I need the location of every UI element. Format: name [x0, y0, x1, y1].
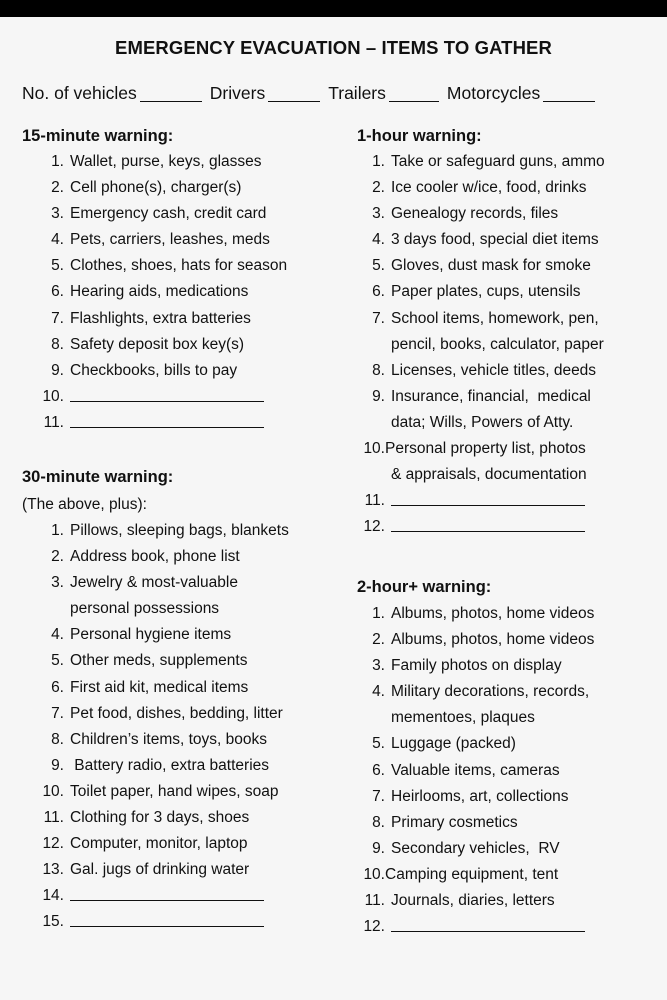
blank-line: [391, 516, 585, 532]
list-item: 6. Valuable items, cameras: [372, 761, 560, 779]
trailers-blank: [389, 87, 439, 102]
list-item: 1. Take or safeguard guns, ammo: [372, 153, 605, 170]
blank-list-item: 12.: [340, 514, 605, 540]
heading-30-minute: 30-minute warning:: [22, 468, 174, 486]
list-1-hour: [340, 149, 605, 540]
blank-list-item: 12.: [340, 914, 594, 940]
list-item: 8. Primary cosmetics: [372, 813, 518, 831]
list-item: 3. Emergency cash, credit card: [51, 205, 267, 223]
blank-line: [70, 885, 264, 901]
list-item: 4. 3 days food, special diet items: [372, 231, 599, 249]
motorcycles-blank: [543, 87, 595, 102]
blank-list-item: 10.: [22, 384, 287, 410]
list-item: 13. Gal. jugs of drinking water: [42, 861, 250, 879]
blank-list-item: 11.: [340, 488, 605, 514]
list-item: 4. Military decorations, records,: [372, 683, 590, 701]
trailers-label: Trailers: [328, 83, 386, 103]
blank-line: [391, 916, 585, 932]
list-item: 6. First aid kit, medical items: [51, 678, 249, 696]
list-item: 9. Secondary vehicles, RV: [372, 839, 560, 857]
list-item: 2. Cell phone(s), charger(s): [51, 179, 242, 197]
list-item: 2. Ice cooler w/ice, food, drinks: [372, 179, 587, 197]
list-item: 6. Paper plates, cups, utensils: [372, 283, 581, 301]
list-item: 10. Camping equipment, tent: [363, 865, 559, 883]
list-item: 3. Genealogy records, files: [372, 205, 559, 223]
list-item: 7. Heirlooms, art, collections: [372, 787, 569, 805]
list-item-continuation: pencil, books, calculator, paper: [391, 335, 604, 353]
heading-2-hour-plus: 2-hour+ warning:: [357, 578, 492, 596]
blank-line: [391, 490, 585, 506]
drivers-blank: [268, 87, 320, 102]
list-item-continuation: data; Wills, Powers of Atty.: [391, 413, 574, 431]
list-item-continuation: & appraisals, documentation: [391, 466, 587, 484]
list-item: 8. Licenses, vehicle titles, deeds: [372, 361, 597, 379]
blank-line: [70, 911, 264, 927]
blank-list-item: 11.: [22, 410, 287, 436]
list-item: 3. Jewelry & most-valuable: [51, 574, 238, 592]
list-item: 2. Albums, photos, home videos: [372, 631, 595, 649]
list-item: 9. Insurance, financial, medical: [372, 387, 591, 405]
list-item: 5. Clothes, shoes, hats for season: [51, 257, 288, 275]
list-item: 11. Journals, diaries, letters: [364, 892, 555, 910]
list-item: 10. Toilet paper, hand wipes, soap: [42, 782, 279, 800]
list-item-continuation: mementoes, plaques: [391, 709, 535, 727]
list-30-minute: [22, 518, 289, 936]
list-item: 7. School items, homework, pen,: [372, 309, 599, 327]
drivers-label: Drivers: [209, 83, 266, 103]
list-item: 9. Checkbooks, bills to pay: [51, 361, 238, 379]
list-item: 6. Hearing aids, medications: [51, 283, 249, 301]
vehicles-label: No. of vehicles: [22, 83, 137, 103]
list-15-minute: [22, 149, 287, 436]
list-item: 1. Wallet, purse, keys, glasses: [51, 153, 262, 170]
blank-line: [70, 412, 264, 428]
motorcycles-label: Motorcycles: [446, 83, 541, 103]
list-item: 3. Family photos on display: [372, 657, 562, 675]
list-item: 4. Personal hygiene items: [51, 626, 232, 644]
list-2-hour-plus: [340, 601, 594, 940]
list-item: 10. Personal property list, photos: [363, 440, 586, 458]
list-item: 9. Battery radio, extra batteries: [51, 756, 270, 774]
list-item: 5. Gloves, dust mask for smoke: [372, 257, 591, 275]
blank-line: [70, 386, 264, 402]
heading-1-hour: 1-hour warning:: [357, 127, 482, 145]
heading-15-minute: 15-minute warning:: [22, 127, 174, 145]
blank-list-item: 15.: [22, 909, 289, 935]
document-page: [0, 17, 667, 1000]
list-item: 8. Safety deposit box key(s): [51, 335, 245, 353]
list-item: 2. Address book, phone list: [51, 548, 240, 566]
note-the-above-plus: (The above, plus):: [22, 496, 147, 513]
list-item: 7. Flashlights, extra batteries: [51, 309, 251, 327]
list-item: 1. Pillows, sleeping bags, blankets: [51, 522, 289, 539]
top-dark-bar: [0, 0, 667, 17]
list-item-continuation: personal possessions: [70, 600, 220, 618]
page-title: EMERGENCY EVACUATION – ITEMS TO GATHER: [115, 37, 552, 58]
list-item: 8. Children’s items, toys, books: [51, 730, 267, 748]
list-item: 5. Other meds, supplements: [51, 652, 248, 670]
list-item: 11. Clothing for 3 days, shoes: [43, 809, 250, 827]
list-item: 7. Pet food, dishes, bedding, litter: [51, 704, 283, 722]
list-item: 4. Pets, carriers, leashes, meds: [51, 231, 270, 249]
vehicles-blank: [140, 87, 202, 102]
list-item: 5. Luggage (packed): [372, 735, 516, 753]
vehicle-counts-row: [22, 83, 652, 104]
blank-list-item: 14.: [22, 883, 289, 909]
list-item: 1. Albums, photos, home videos: [372, 605, 595, 622]
list-item: 12. Computer, monitor, laptop: [42, 835, 248, 853]
